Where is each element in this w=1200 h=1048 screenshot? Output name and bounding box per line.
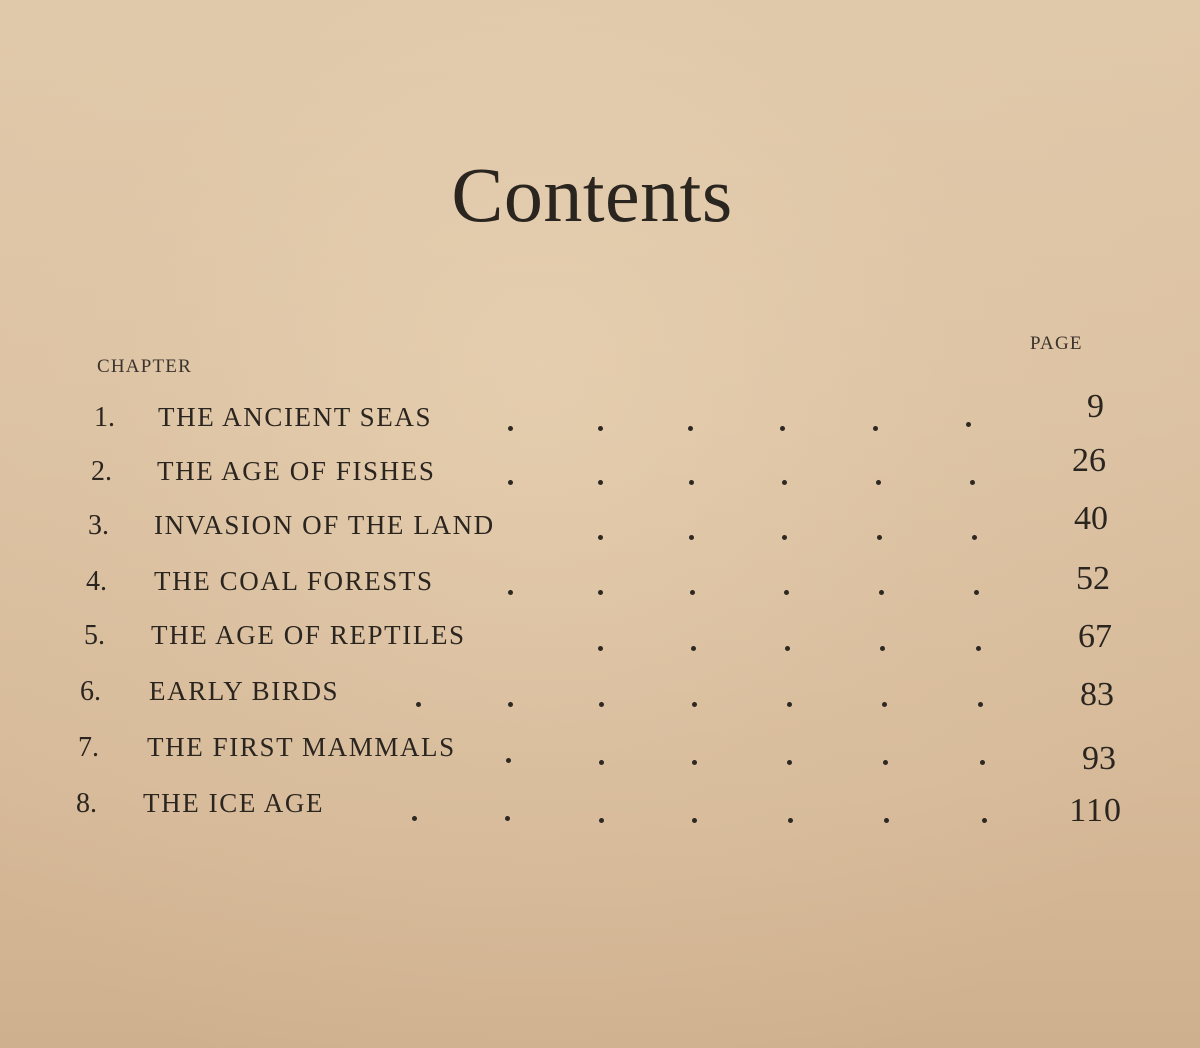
- leader-dot: [688, 426, 693, 431]
- toc-entry: [0, 788, 1200, 828]
- toc-entry-page: 52: [1076, 560, 1110, 597]
- leader-dot: [877, 535, 882, 540]
- leader-dot: [974, 590, 979, 595]
- leader-dot: [508, 702, 513, 707]
- leader-dot: [880, 646, 885, 651]
- toc-entry-number: 1.: [94, 402, 115, 433]
- toc-entry-number: 5.: [84, 620, 105, 651]
- leader-dot: [782, 480, 787, 485]
- toc-entry: [0, 560, 1200, 606]
- leader-dot: [787, 760, 792, 765]
- leader-dot: [784, 590, 789, 595]
- leader-dot: [873, 426, 878, 431]
- leader-dot: [690, 590, 695, 595]
- toc-entry-number: 4.: [86, 566, 107, 597]
- toc-entry: [0, 732, 1200, 777]
- toc-entry-title: THE FIRST MAMMALS: [147, 732, 456, 762]
- toc-entry-page: 26: [1072, 442, 1106, 479]
- toc-entry-title: THE ANCIENT SEAS: [158, 402, 433, 432]
- leader-dot: [505, 816, 510, 821]
- toc-entry-page: 93: [1082, 740, 1116, 777]
- leader-dot: [785, 646, 790, 651]
- leader-dot: [972, 535, 977, 540]
- toc-entry-number: 8.: [76, 788, 97, 819]
- toc-entry: [0, 442, 1200, 496]
- leader-dot: [884, 818, 889, 823]
- leader-dot: [782, 535, 787, 540]
- leader-dot: [982, 818, 987, 823]
- leader-dot: [598, 535, 603, 540]
- leader-dot: [976, 646, 981, 651]
- toc-entry-number: 7.: [78, 732, 99, 763]
- toc-entry: [0, 388, 1200, 442]
- toc-entry-title: THE COAL FORESTS: [154, 566, 434, 596]
- leader-dot: [508, 590, 513, 595]
- leader-dot: [691, 646, 696, 651]
- leader-dot: [416, 702, 421, 707]
- toc-entry-page: 67: [1078, 618, 1112, 655]
- leader-dot: [598, 426, 603, 431]
- leader-dot: [978, 702, 983, 707]
- leader-dot: [599, 702, 604, 707]
- leader-dot: [966, 422, 971, 427]
- toc-entry: [0, 500, 1200, 550]
- leader-dot: [780, 426, 785, 431]
- leader-dot: [879, 590, 884, 595]
- leader-dot: [598, 590, 603, 595]
- toc-entry: [0, 676, 1200, 716]
- toc-entry-title: INVASION OF THE LAND: [154, 510, 495, 540]
- leader-dot: [787, 702, 792, 707]
- toc-entry-title: THE AGE OF REPTILES: [151, 620, 466, 650]
- page-title: Contents: [451, 151, 733, 238]
- leader-dot: [788, 818, 793, 823]
- toc-entry-title: EARLY BIRDS: [149, 676, 340, 706]
- toc-entry-number: 2.: [91, 456, 112, 487]
- leader-dot: [599, 818, 604, 823]
- leader-dot: [412, 816, 417, 821]
- toc-entry-number: 3.: [88, 510, 109, 541]
- leader-dot: [876, 480, 881, 485]
- leader-dot: [508, 480, 513, 485]
- leader-dot: [689, 480, 694, 485]
- leader-dot: [506, 758, 511, 763]
- leader-dot: [883, 760, 888, 765]
- toc-entry-title: THE ICE AGE: [143, 788, 325, 818]
- leader-dot: [598, 646, 603, 651]
- toc-entry-number: 6.: [80, 676, 101, 707]
- leader-dot: [508, 426, 513, 431]
- leader-dot: [970, 480, 975, 485]
- leader-dot: [882, 702, 887, 707]
- toc-entry: [0, 620, 1200, 660]
- chapter-column-label: CHAPTER: [97, 356, 192, 377]
- toc-entry-page: 83: [1080, 676, 1114, 713]
- toc-entry-title: THE AGE OF FISHES: [157, 456, 436, 486]
- page-column-label: PAGE: [1030, 333, 1083, 354]
- toc-entry-page: 9: [1087, 388, 1104, 425]
- leader-dot: [599, 760, 604, 765]
- leader-dot: [689, 535, 694, 540]
- leader-dot: [692, 760, 697, 765]
- toc-entry-page: 40: [1074, 500, 1108, 537]
- toc-entry-page: 110: [1069, 792, 1122, 829]
- leader-dot: [692, 702, 697, 707]
- leader-dot: [598, 480, 603, 485]
- leader-dot: [980, 760, 985, 765]
- leader-dot: [692, 818, 697, 823]
